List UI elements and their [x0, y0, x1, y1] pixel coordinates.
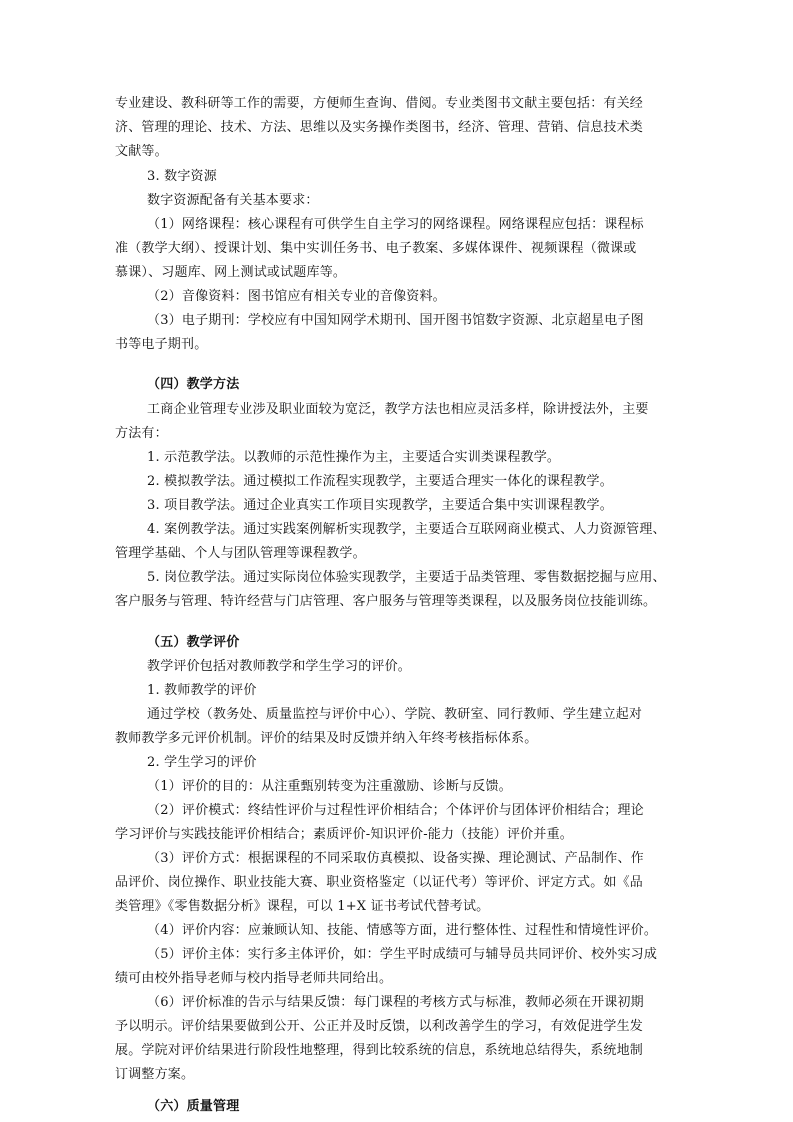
text-line: （1）网络课程：核心课程有可供学生自主学习的网络课程。网络课程应包括：课程标: [147, 217, 644, 232]
text-line: 工商企业管理专业涉及职业面较为宽泛，教学方法也相应灵活多样，除讲授法外，主要: [147, 402, 649, 417]
text-line: 文献等。: [115, 144, 168, 159]
text-line: （2）评价模式：终结性评价与过程性评价相结合；个体评价与团体评价相结合；理论: [147, 803, 644, 818]
subsection-title: 3. 数字资源: [147, 169, 217, 184]
text-line: 专业建设、教科研等工作的需要，方便师生查询、借阅。专业类图书文献主要包括：有关经: [115, 96, 644, 111]
text-line: 类管理》《零售数据分析》课程，可以 1+X 证书考试代替考试。: [115, 899, 490, 914]
text-line: 品评价、岗位操作、职业技能大赛、职业资格鉴定（以证代考）等评价、评定方式。如《品: [115, 875, 644, 890]
text-line: （1）评价的目的：从注重甄别转变为注重激励、诊断与反馈。: [147, 779, 512, 794]
text-line: （3）评价方式：根据课程的不同采取仿真模拟、设备实操、理论测试、产品制作、作: [147, 851, 644, 866]
text-line: （6）评价标准的告示与结果反馈：每门课程的考核方式与标准，教师必须在开课初期: [147, 995, 644, 1010]
list-item: 4. 案例教学法。通过实践案例解析实现教学，主要适合互联网商业模式、人力资源管理、: [147, 522, 666, 537]
text-line: 订调整方案。: [115, 1067, 195, 1082]
text-line: （5）评价主体：实行多主体评价，如：学生平时成绩可与辅导员共同评价、校外实习成: [147, 947, 658, 962]
text-line: 济、管理的理论、技术、方法、思维以及实务操作类图书，经济、管理、营销、信息技术类: [115, 120, 644, 135]
text-line: 绩可由校外指导老师与校内指导老师共同给出。: [115, 971, 393, 986]
list-item: 2. 模拟教学法。通过模拟工作流程实现教学，主要适合理实一体化的课程教学。: [147, 474, 613, 489]
text-line: 管理学基础、个人与团队管理等课程教学。: [115, 546, 366, 561]
section-heading: （四）教学方法: [147, 377, 240, 392]
text-line: （4）评价内容：应兼顾认知、技能、情感等方面，进行整体性、过程性和情境性评价。: [147, 923, 658, 938]
section-heading: （六）质量管理: [147, 1099, 240, 1114]
text-line: 方法有：: [115, 426, 168, 441]
text-line: 教学评价包括对教师教学和学生学习的评价。: [147, 659, 412, 674]
section-heading: （五）教学评价: [147, 635, 240, 650]
text-line: （2）音像资料：图书馆应有相关专业的音像资料。: [147, 289, 446, 304]
text-line: 通过学校（教务处、质量监控与评价中心）、学院、教研室、同行教师、学生建立起对: [147, 707, 643, 722]
text-line: 学习评价与实践技能评价相结合；素质评价-知识评价-能力（技能）评价并重。: [115, 827, 573, 842]
list-item: 3. 项目教学法。通过企业真实工作项目实现教学，主要适合集中实训课程教学。: [147, 498, 613, 513]
text-line: 慕课）、习题库、网上测试或试题库等。: [115, 265, 347, 280]
text-line: 教师教学多元评价机制。评价的结果及时反馈并纳入年终考核指标体系。: [115, 731, 538, 746]
text-line: 书等电子期刊。: [115, 337, 208, 352]
text-line: 展。学院对评价结果进行阶段性地整理，得到比较系统的信息，系统地总结得失，系统地制: [115, 1043, 644, 1058]
list-item: 1. 示范教学法。以教师的示范性操作为主，主要适合实训类课程教学。: [147, 450, 561, 465]
subsection-title: 2. 学生学习的评价: [147, 755, 257, 770]
text-line: 准（教学大纲）、授课计划、集中实训任务书、电子教案、多媒体课件、视频课程（微课或: [115, 241, 637, 256]
text-line: 数字资源配备有关基本要求：: [147, 193, 319, 208]
text-line: 客户服务与管理、特许经营与门店管理、客户服务与管理等类课程，以及服务岗位技能训练。: [115, 594, 657, 609]
text-line: 予以明示。评价结果要做到公开、公正并及时反馈，以利改善学生的学习，有效促进学生发: [115, 1019, 644, 1034]
list-item: 5. 岗位教学法。通过实际岗位体验实现教学，主要适于品类管理、零售数据挖掘与应用、: [147, 570, 666, 585]
subsection-title: 1. 教师教学的评价: [147, 683, 257, 698]
text-line: （3）电子期刊：学校应有中国知网学术期刊、国开图书馆数字资源、北京超星电子图: [147, 313, 644, 328]
